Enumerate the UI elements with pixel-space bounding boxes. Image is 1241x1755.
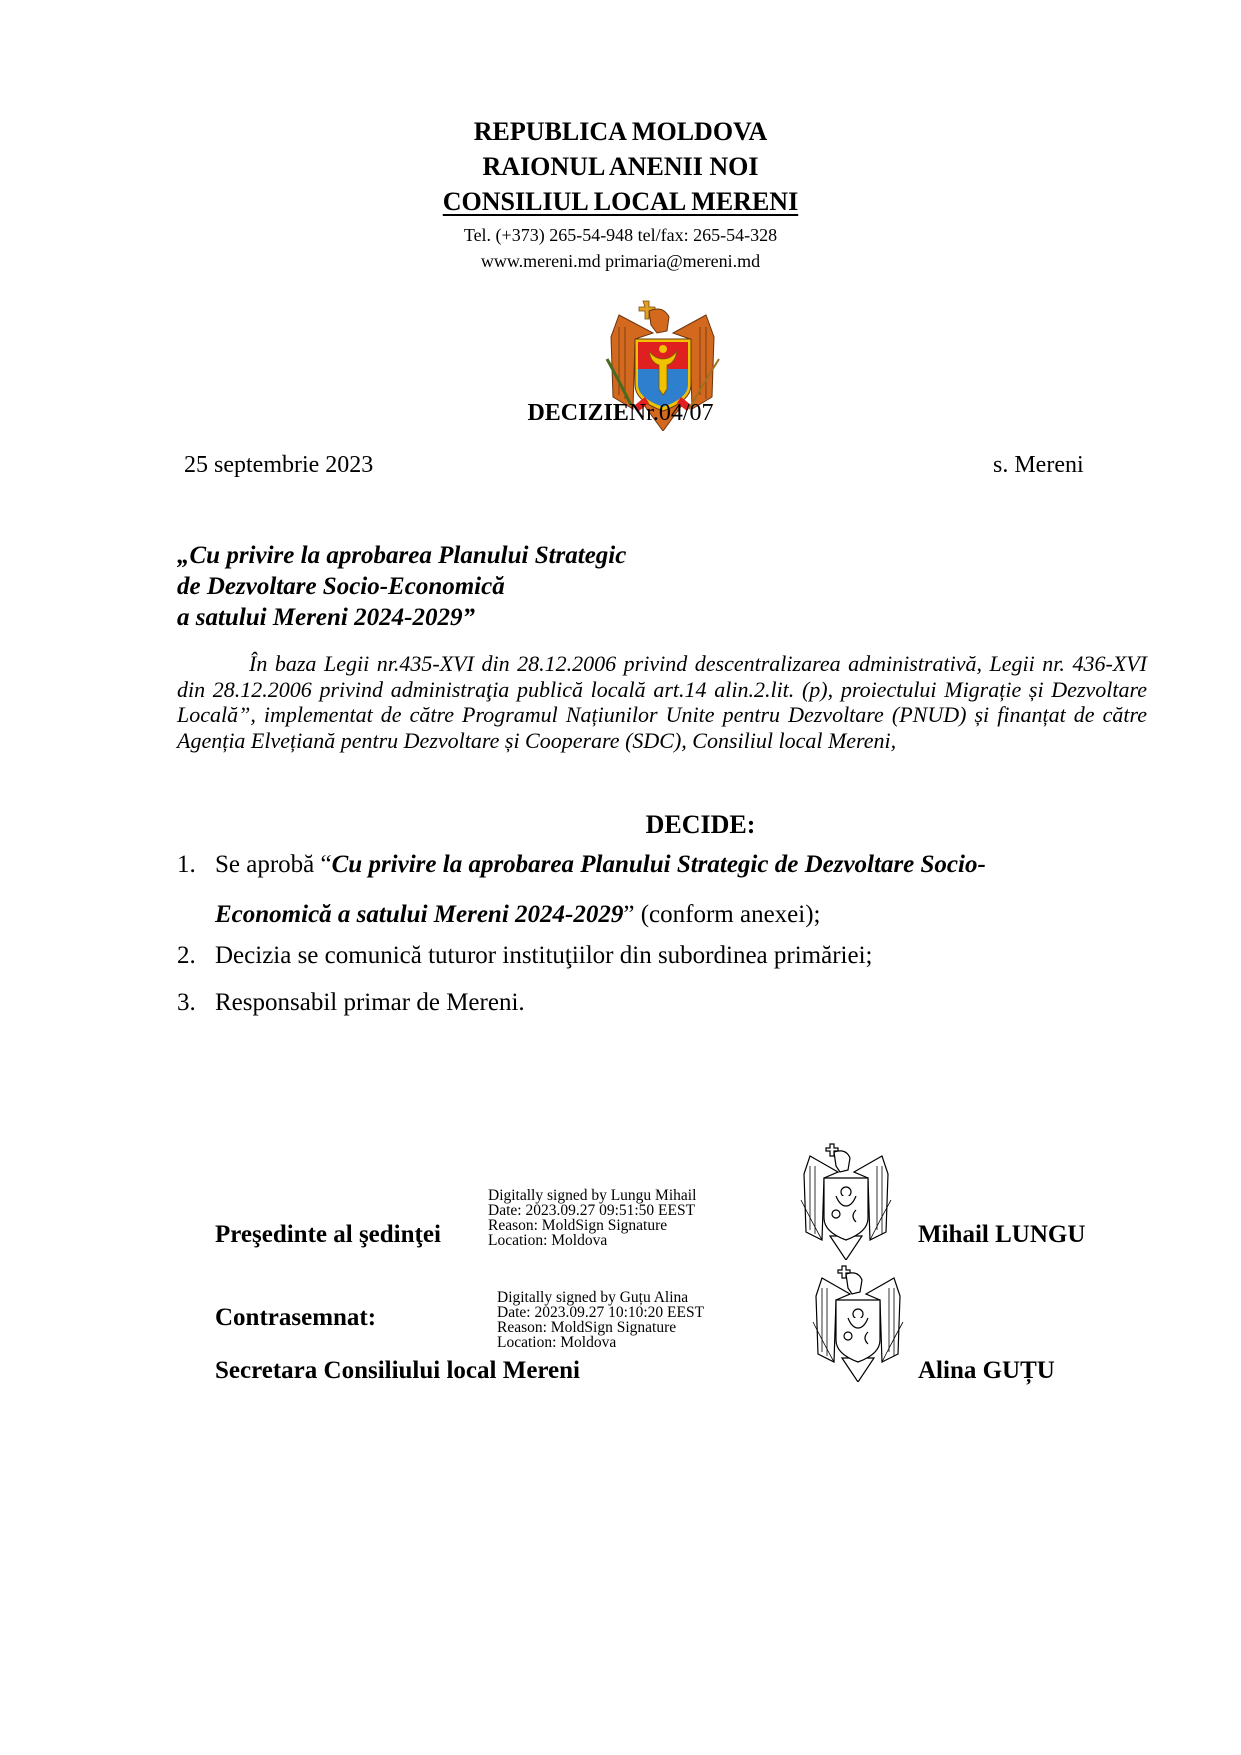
preamble-text: În baza Legii nr.435-XVI din 28.12.2006 privind descentralizarea administrativă, Legii nr. 436-XVI din 28.12.2006 privind administraţia publică locală art.14 alin.2.lit. (p), proiectului Migrație și Dezvoltare Locală”, implementat de către Programul Națiunilor Unite pentru Dezvoltare (PNUD) și finanțat de către Agenția Elvețiană pentru Dezvoltare și Cooperare (SDC), Consiliul local Mereni, xyxy=(177,651,1147,753)
signed-location: Location: Moldova xyxy=(497,1334,617,1351)
item-text: Responsabil primar de Mereni. xyxy=(215,989,525,1016)
decision-item-2 xyxy=(177,931,1152,981)
council-heading-text: CONSILIUL LOCAL MERENI xyxy=(442,187,799,216)
digital-signature-stamp-2[interactable] xyxy=(497,1290,704,1350)
decide-heading: DECIDE: xyxy=(645,810,756,839)
district-heading: RAIONUL ANENII NOI xyxy=(482,152,759,181)
secretary-role: Secretara Consiliului local Mereni xyxy=(215,1357,581,1384)
preamble-paragraph xyxy=(177,651,1147,753)
item-emphasis-line-2: Economică a satului Mereni 2024-2029 xyxy=(215,901,624,928)
decision-title xyxy=(0,400,1241,427)
council-heading xyxy=(0,186,1241,218)
item-text: Decizia se comunică tuturor instituţiilor din subordinea primăriei; xyxy=(215,942,873,969)
decision-number: Nr.04/07 xyxy=(628,400,714,426)
item-prefix: Se aprobă “ xyxy=(215,851,332,878)
signed-date: Date: 2023.09.27 10:10:20 EEST xyxy=(497,1304,705,1321)
signed-reason: Reason: MoldSign Signature xyxy=(488,1217,668,1234)
country-heading: REPUBLICA MOLDOVA xyxy=(473,117,768,146)
item-number: 2. xyxy=(177,942,196,969)
signature-emblem-icon xyxy=(812,1262,904,1382)
digital-signature-stamp-1[interactable] xyxy=(488,1188,696,1248)
decision-place: s. Mereni xyxy=(993,452,1084,478)
chairperson-role: Preşedinte al şedinţei xyxy=(215,1221,441,1248)
contact-phone: Tel. (+373) 265-54-948 tel/fax: 265-54-328 xyxy=(463,225,778,245)
decision-item-3 xyxy=(177,978,1152,1028)
subject-line-2: de Dezvoltare Socio-Economică xyxy=(177,573,505,600)
decision-label: DECIZIE xyxy=(527,400,629,426)
subject-line-3: a satului Mereni 2024-2029” xyxy=(177,604,475,631)
item-number: 3. xyxy=(177,989,196,1016)
item-suffix: ” (conform anexei); xyxy=(623,901,821,928)
decision-item-1 xyxy=(177,840,1152,940)
secretary-name: Alina GUȚU xyxy=(918,1357,1055,1384)
signed-by: Digitally signed by Lungu Mihail xyxy=(488,1187,697,1204)
signed-location: Location: Moldova xyxy=(488,1232,608,1249)
signed-date: Date: 2023.09.27 09:51:50 EEST xyxy=(488,1202,696,1219)
decision-date: 25 septembrie 2023 xyxy=(184,452,374,478)
item-number: 1. xyxy=(177,851,196,878)
signature-emblem-icon xyxy=(800,1140,892,1260)
item-emphasis-line-1: Cu privire la aprobarea Planului Strategic de Dezvoltare Socio- xyxy=(331,851,986,878)
signed-reason: Reason: MoldSign Signature xyxy=(497,1319,677,1336)
chairperson-name: Mihail LUNGU xyxy=(918,1221,1086,1248)
countersigned-label: Contrasemnat: xyxy=(215,1304,377,1331)
subject-line-1: „Cu privire la aprobarea Planului Strategic xyxy=(177,542,627,569)
signed-by: Digitally signed by Guțu Alina xyxy=(497,1289,689,1306)
contact-web-email: www.mereni.md primaria@mereni.md xyxy=(480,251,761,271)
